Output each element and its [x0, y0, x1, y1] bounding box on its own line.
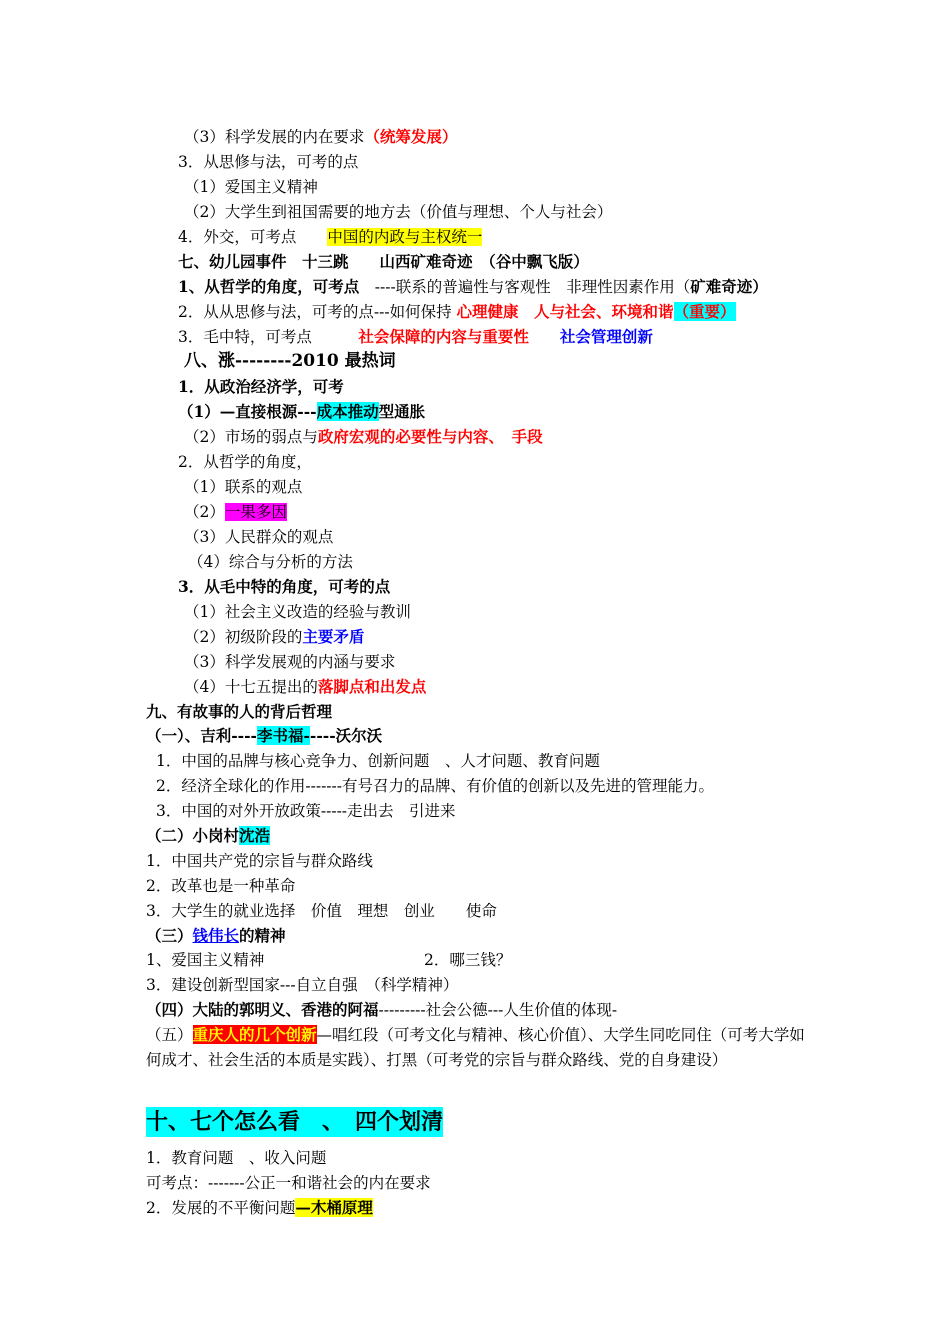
- text: （二）小岗村: [146, 826, 240, 845]
- text: 的精神: [239, 926, 286, 945]
- line-9-1-1: 1．中国的品牌与核心竞争力、创新问题 、人才问题、教育问题: [156, 752, 600, 770]
- line-9-2-3: 3．大学生的就业选择 价值 理想 创业 使命: [146, 902, 497, 920]
- line-8-3-4: [184, 676, 426, 698]
- line-8-2: 2．从哲学的角度，: [178, 453, 312, 471]
- line-7-2: [178, 301, 736, 323]
- line-4: [178, 226, 482, 248]
- line-9-1: [146, 725, 382, 747]
- line-9-3-3: 3．建设创新型国家---自立自强 （科学精神）: [146, 976, 459, 994]
- text-blue: 主要矛盾: [302, 627, 365, 646]
- text-red: （统筹发展）: [364, 127, 458, 146]
- line-9-3-1: 1、爱国主义精神: [146, 951, 265, 969]
- line-7-1: [178, 276, 768, 298]
- line-9-2-1: 1．中国共产党的宗旨与群众路线: [146, 852, 373, 870]
- text: （2）初级阶段的: [184, 628, 303, 646]
- section-9-heading: 九、有故事的人的背后哲理: [146, 702, 333, 721]
- text: （五）: [146, 1026, 193, 1044]
- text-highlight: 成本推动: [316, 402, 379, 421]
- text: （2）: [184, 503, 225, 521]
- line-8-3-3: （3）科学发展观的内涵与要求: [184, 653, 396, 671]
- line-9-2-2: 2．改革也是一种革命: [146, 877, 296, 895]
- text: （一）、吉利----: [146, 726, 257, 745]
- text: ----联系的普遍性与客观性 非理性因素作用（: [374, 278, 691, 296]
- line-8-2-2: [184, 501, 287, 523]
- text: 2．发展的不平衡问题: [146, 1199, 296, 1217]
- text: （三）: [146, 926, 193, 945]
- line-9-5: [146, 1022, 811, 1073]
- line-8-2-1: （1）联系的观点: [184, 478, 303, 496]
- line-9-1-3: 3．中国的对外开放政策-----走出去 引进来: [156, 802, 456, 820]
- text: 4．外交，可考点: [178, 228, 328, 246]
- section-7-heading: 七、幼儿园事件 十三跳 山西矿难奇迹 （谷中飘飞版）: [178, 252, 589, 271]
- line-8-1: 1．从政治经济学，可考: [178, 377, 344, 396]
- text-link-style: 钱伟长: [192, 926, 240, 945]
- text: （1）—直接根源---: [178, 402, 317, 421]
- line-2: （2）大学生到祖国需要的地方去（价值与理想、个人与社会）: [184, 203, 613, 221]
- text: 3．毛中特，可考点: [178, 328, 359, 346]
- line-8-3-1: （1）社会主义改造的经验与教训: [184, 603, 411, 621]
- text-red: 社会保障的内容与重要性: [358, 327, 560, 346]
- text-red-highlight: （重要）: [673, 302, 736, 321]
- section-8-heading: 八、涨--------2010 最热词: [184, 351, 396, 371]
- text: ---------社会公德---人生价值的体现-: [378, 1001, 618, 1019]
- line-9-3-2: 2．哪三钱？: [424, 951, 512, 969]
- text-highlight: —木桶原理: [295, 1198, 373, 1217]
- line-3-3: [184, 126, 457, 148]
- text: （3）科学发展的内在要求: [184, 128, 365, 146]
- text-bold: 矿难奇迹）: [690, 277, 768, 296]
- line-8-1-2: [184, 426, 543, 448]
- line-9-4: [146, 999, 617, 1021]
- text: ----沃尔沃: [309, 726, 383, 745]
- text-highlight: 沈浩: [239, 826, 271, 845]
- line-10-1-note: 可考点：-------公正一和谐社会的内在要求: [146, 1174, 431, 1192]
- text-bold: （四）大陆的郭明义、香港的阿福: [146, 1000, 379, 1019]
- line-8-3: 3．从毛中特的角度，可考的点: [178, 577, 391, 596]
- text-blue: 社会管理创新: [559, 327, 653, 346]
- line-9-3: [146, 925, 286, 947]
- line-8-1-1: [178, 401, 425, 423]
- text-red-highlight: 重庆人的几个创新: [192, 1025, 317, 1044]
- line-8-2-4: （4）综合与分析的方法: [188, 553, 353, 571]
- text: （2）市场的弱点与: [184, 428, 318, 446]
- line-10-2: [146, 1197, 373, 1219]
- text-red: 心理健康 人与社会、环境和谐: [456, 302, 674, 321]
- text-highlight: 中国的内政与主权统一: [327, 228, 483, 246]
- line-9-2: [146, 825, 270, 847]
- text: 2．从从思修与法，可考的点---如何保持: [178, 303, 457, 321]
- line-3: 3．从思修与法，可考的点: [178, 153, 359, 171]
- text-highlight: 一果多因: [224, 503, 287, 521]
- section-10-heading: 十、七个怎么看 、 四个划清: [146, 1109, 444, 1135]
- text: （4）十七五提出的: [184, 678, 318, 696]
- line-8-3-2: [184, 626, 364, 648]
- text-highlight: 李书福-: [256, 726, 310, 745]
- line-9-1-2: 2．经济全球化的作用-------有号召力的品牌、有价值的创新以及先进的管理能力。: [156, 777, 715, 795]
- line-10-1: 1．教育问题 、收入问题: [146, 1149, 327, 1167]
- text-red: 政府宏观的必要性与内容、 手段: [317, 427, 543, 446]
- text: —唱红段（可考文化与精神、核心价值）、大学生同吃同住（可考大学如何成才、社会生活的本质是实践）、打黑（可考党的宗旨与群众路线、党的自身建设）: [146, 1026, 805, 1069]
- text-red: 落脚点和出发点: [317, 677, 427, 696]
- line-1: （1）爱国主义精神: [184, 178, 318, 196]
- text-bold: 1、从哲学的角度，可考点: [178, 277, 375, 296]
- line-8-2-3: （3）人民群众的观点: [184, 528, 334, 546]
- line-7-3: [178, 326, 653, 348]
- text: 型通胀: [378, 402, 426, 421]
